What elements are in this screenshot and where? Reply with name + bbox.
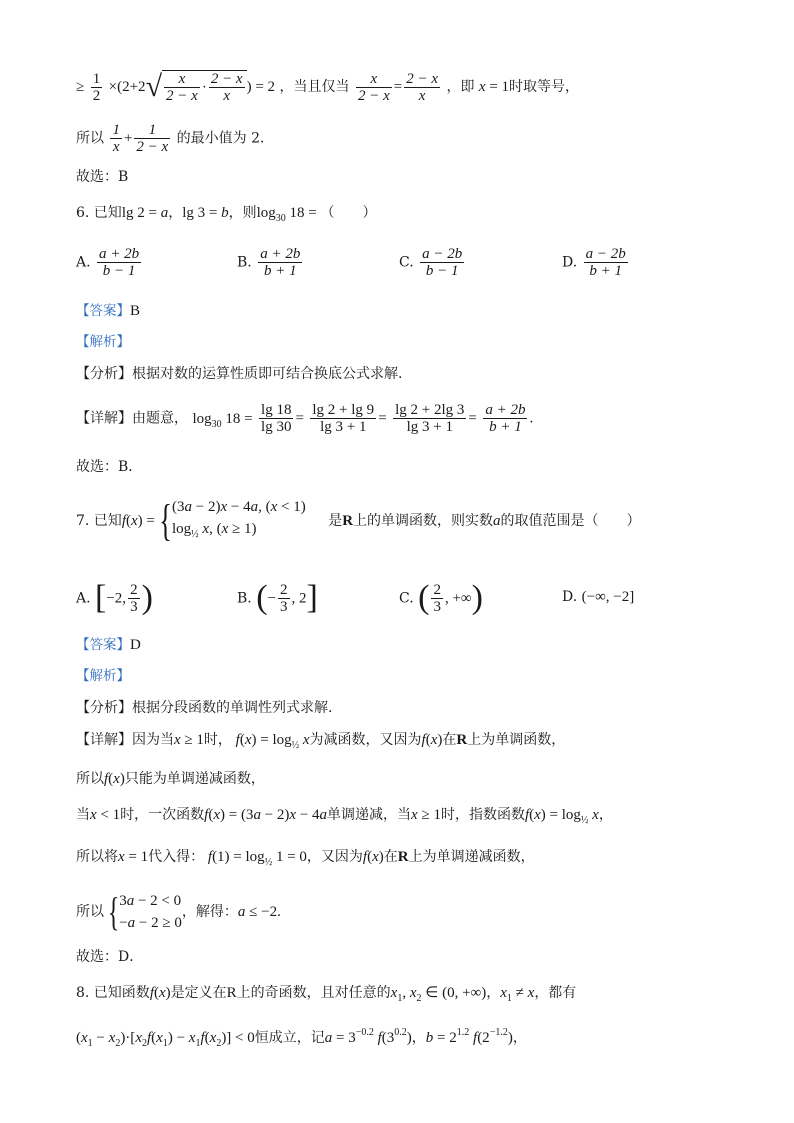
q7-answer: 【答案】D: [76, 637, 141, 653]
q7-detail-5: 所以{ 3a − 2 < 0 −a − 2 ≥ 0 ，解得：a ≤ −2.: [76, 889, 281, 934]
prev-line2-prefix: 所以: [76, 130, 104, 147]
q7-option-c[interactable]: C. ( $\frac{2}{3}$ , +∞): [399, 579, 483, 617]
q6-detail: 【详解】由题意， $\log_{30} 18$ = $\frac{\lg 18}{\lg 30}$ = $\frac{\lg 2 + \lg 9}{\lg 3 + 1}$ = $\frac{\lg 2 + 2\lg 3}{\lg 3 + 1}$ = $\frac{a + 2b}{b + 1}$ .: [76, 402, 534, 435]
q6-fenxi: 【分析】根据对数的运算性质即可结合换底公式求解.: [76, 366, 403, 382]
q7-stem: 7. 已知f(x) ={ (3a − 2)x − 4a, (x < 1) $\log_{\frac{1}{2}} x$, (x ≥ 1) 是R上的单调函数，则实数a的取值范围是（ ）: [76, 496, 641, 545]
q6-option-d[interactable]: D. $\frac{a - 2b}{b + 1}$: [562, 246, 626, 279]
q8-stem-2: $(x_1 - x_2)\cdot[x_2f(x_1) - x_1f(x_2)] < 0$恒成立，记$a = 3^{-0.2}$ $f(3^{0.2})$，$b = 2^{1.2}$ $f(2^{-1.2})$，: [76, 1027, 527, 1049]
q6-option-a[interactable]: A. $\frac{a + 2b}{b - 1}$: [76, 246, 140, 279]
q7-option-a[interactable]: A. [−2, $\frac{2}{3}$ ): [76, 579, 153, 617]
q6-option-b[interactable]: B. $\frac{a + 2b}{b + 1}$: [237, 246, 301, 279]
q7-detail-4: 所以将x = 1代入得： $f(1) = \log_{\frac{1}{2}} 1 = 0$，又因为f(x)在R上为单调递减函数，: [76, 849, 535, 868]
answer-tag: 【答案】: [76, 303, 130, 319]
q7-analysis-tag: 【解析】: [76, 668, 130, 684]
q8-stem-1: 8. 已知函数f(x)是定义在R上的奇函数，且对任意的$x_1$, $x_2$ ∈ (0, +∞)，$x_1 \ne x$，都有: [76, 985, 577, 1004]
q7-option-d[interactable]: D. (−∞, −2]: [562, 589, 635, 605]
q7-detail-2: 所以f(x)只能为单调递减函数，: [76, 771, 265, 787]
q7-conclusion: 故选：D．: [76, 949, 144, 965]
prev-text-b: ，即: [446, 79, 475, 95]
q6-stem: 6. 已知lg 2 = a，lg 3 = b，则$\log_{30} 18$ = （ ）: [76, 205, 377, 224]
q6-analysis-tag: 【解析】: [76, 334, 130, 350]
q6-option-c[interactable]: C. $\frac{a - 2b}{b - 1}$: [399, 246, 463, 279]
prev-text-c: 时取等号，: [509, 79, 580, 95]
prev-conclusion: 故选：B: [76, 169, 129, 185]
prev-line2-suffix: 的最小值为 2．: [176, 130, 275, 147]
q7-detail-1: 【详解】因为当x ≥ 1时， $f(x) = \log_{\frac{1}{2}} x$为减函数，又因为f(x)在R上为单调函数，: [76, 732, 566, 751]
q7-detail-3: 当x < 1时，一次函数f(x) = (3a − 2)x − 4a单调递减，当x ≥ 1时，指数函数$f(x) = \log_{\frac{1}{2}} x$，: [76, 807, 613, 826]
q7-option-b[interactable]: B. (− $\frac{2}{3}$ , 2]: [237, 579, 318, 617]
q7-fenxi: 【分析】根据分段函数的单调性列式求解.: [76, 700, 333, 716]
q6-conclusion: 故选：B．: [76, 459, 143, 475]
prev-text-a: ，当且仅当: [279, 79, 350, 95]
prev-min-line: 所以 $\frac{1}{x}$ + $\frac{1}{2 - x}$ 的最小值为 2．: [76, 122, 275, 155]
fraction: $\frac{1}{2}$: [92, 70, 101, 104]
q6-answer: 【答案】B: [76, 303, 141, 319]
prev-inequality-line: ≥ $\frac{1}{2}$ ×(2+2√ $\frac{x}{2 - x}$ · $\frac{2 - x}{x}$ ) = 2 ，当且仅当 $\frac{x}{2 - x}$ = $\frac{2 - x}{x}$ ，即 x = 1时取等号，: [76, 70, 580, 104]
